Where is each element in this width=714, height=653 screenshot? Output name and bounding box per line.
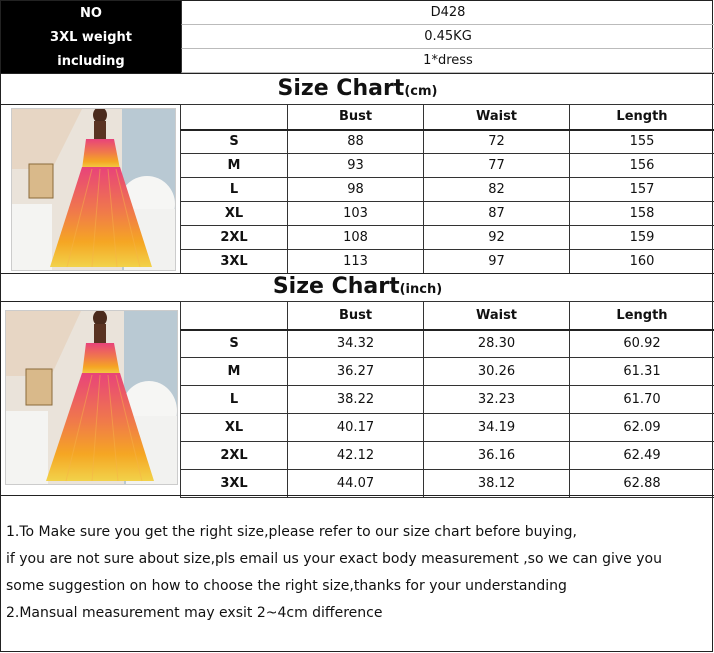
waist-value: 36.16 — [424, 442, 570, 470]
table-row — [181, 202, 714, 226]
info-row-no — [1, 1, 714, 25]
chart-unit: (cm) — [404, 84, 438, 99]
size-label: L — [181, 178, 288, 202]
table-row — [181, 250, 714, 274]
bust-value: 42.12 — [288, 442, 424, 470]
info-value: D428 — [181, 1, 714, 25]
bust-value: 38.22 — [288, 386, 424, 414]
table-header-row — [181, 105, 714, 130]
length-value: 160 — [570, 250, 714, 274]
length-value: 60.92 — [570, 330, 714, 358]
size-label: L — [181, 386, 288, 414]
size-label: M — [181, 358, 288, 386]
info-row-including — [1, 49, 714, 73]
waist-value: 72 — [424, 130, 570, 154]
waist-value: 97 — [424, 250, 570, 274]
note-line: some suggestion on how to choose the right size,thanks for your understanding — [6, 578, 567, 594]
column-header-length: Length — [570, 302, 714, 330]
size-label: 2XL — [181, 442, 288, 470]
bust-value: 108 — [288, 226, 424, 250]
table-row — [181, 414, 714, 442]
info-value: 0.45KG — [181, 25, 714, 49]
length-value: 157 — [570, 178, 714, 202]
info-label: NO — [1, 1, 181, 25]
length-value: 155 — [570, 130, 714, 154]
info-label: including — [1, 49, 181, 73]
waist-value: 77 — [424, 154, 570, 178]
table-header-row — [181, 302, 714, 330]
dress-photo — [11, 108, 176, 271]
size-label: 3XL — [181, 250, 288, 274]
bust-value: 44.07 — [288, 470, 424, 498]
note-line: if you are not sure about size,pls email us your exact body measurement ,so we can give you — [6, 551, 662, 567]
waist-value: 34.19 — [424, 414, 570, 442]
bust-value: 93 — [288, 154, 424, 178]
table-row — [181, 470, 714, 498]
size-table-cm — [180, 104, 714, 274]
size-label: S — [181, 130, 288, 154]
dress-photo-illustration — [12, 109, 175, 270]
length-value: 62.49 — [570, 442, 714, 470]
bust-value: 40.17 — [288, 414, 424, 442]
bust-value: 103 — [288, 202, 424, 226]
note-line: 2.Mansual measurement may exsit 2~4cm difference — [6, 605, 383, 621]
chart-title-text: Size Chart — [272, 274, 400, 299]
info-value: 1*dress — [181, 49, 714, 73]
table-row — [181, 154, 714, 178]
size-label: 3XL — [181, 470, 288, 498]
table-row — [181, 442, 714, 470]
table-row — [181, 130, 714, 154]
divider — [1, 73, 714, 74]
size-table-inch — [180, 301, 714, 498]
size-label: XL — [181, 414, 288, 442]
chart-title-text: Size Chart — [277, 76, 405, 101]
column-header-waist: Waist — [424, 105, 570, 130]
waist-value: 92 — [424, 226, 570, 250]
length-value: 62.09 — [570, 414, 714, 442]
length-value: 158 — [570, 202, 714, 226]
column-header-bust: Bust — [288, 105, 424, 130]
table-row — [181, 178, 714, 202]
table-row — [181, 226, 714, 250]
divider — [1, 495, 714, 496]
bust-value: 36.27 — [288, 358, 424, 386]
waist-value: 87 — [424, 202, 570, 226]
dress-photo-illustration — [6, 311, 177, 484]
size-chart-cm-title — [1, 75, 714, 106]
info-row-weight — [1, 25, 714, 49]
bust-value: 98 — [288, 178, 424, 202]
table-row — [181, 358, 714, 386]
table-row — [181, 386, 714, 414]
note-line: 1.To Make sure you get the right size,please refer to our size chart before buying, — [6, 524, 577, 540]
size-label: S — [181, 330, 288, 358]
waist-value: 32.23 — [424, 386, 570, 414]
length-value: 156 — [570, 154, 714, 178]
column-header-waist: Waist — [424, 302, 570, 330]
corner-cell — [181, 105, 288, 130]
corner-cell — [181, 302, 288, 330]
length-value: 62.88 — [570, 470, 714, 498]
size-chart-inch-title — [1, 273, 714, 304]
size-label: 2XL — [181, 226, 288, 250]
bust-value: 113 — [288, 250, 424, 274]
column-header-bust: Bust — [288, 302, 424, 330]
info-label: 3XL weight — [1, 25, 181, 49]
length-value: 159 — [570, 226, 714, 250]
column-header-length: Length — [570, 105, 714, 130]
waist-value: 28.30 — [424, 330, 570, 358]
size-label: M — [181, 154, 288, 178]
size-label: XL — [181, 202, 288, 226]
chart-unit: (inch) — [399, 282, 443, 297]
dress-photo — [5, 310, 178, 485]
waist-value: 30.26 — [424, 358, 570, 386]
waist-value: 38.12 — [424, 470, 570, 498]
length-value: 61.70 — [570, 386, 714, 414]
length-value: 61.31 — [570, 358, 714, 386]
waist-value: 82 — [424, 178, 570, 202]
bust-value: 88 — [288, 130, 424, 154]
size-notes — [6, 519, 710, 627]
bust-value: 34.32 — [288, 330, 424, 358]
table-row — [181, 330, 714, 358]
